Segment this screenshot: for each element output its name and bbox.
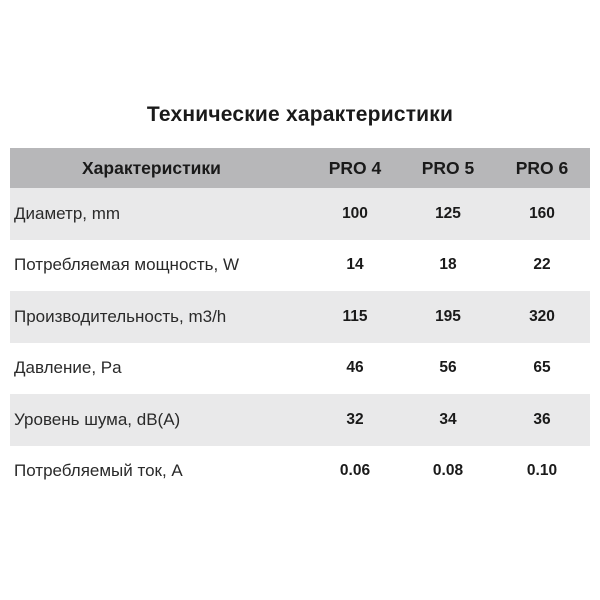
header-model-pro6: PRO 6 bbox=[515, 157, 569, 178]
cell-value: 46 bbox=[346, 359, 364, 377]
row-label: Потребляемый ток, A bbox=[14, 461, 183, 481]
cell-value: 160 bbox=[529, 204, 555, 222]
row-label: Производительность, m3/h bbox=[14, 306, 227, 326]
cell-value: 0.08 bbox=[432, 462, 464, 480]
header-model-pro5: PRO 5 bbox=[421, 157, 475, 178]
row-label: Потребляемая мощность, W bbox=[14, 255, 240, 275]
cell-value: 22 bbox=[533, 256, 551, 274]
table-row bbox=[10, 240, 590, 292]
cell-value: 65 bbox=[533, 359, 551, 377]
row-label: Давление, Pa bbox=[14, 358, 122, 378]
table-header bbox=[10, 148, 590, 188]
cell-value: 34 bbox=[439, 410, 457, 428]
cell-value: 0.10 bbox=[526, 462, 558, 480]
row-label: Уровень шума, dB(A) bbox=[14, 409, 181, 429]
table-row bbox=[10, 343, 590, 395]
cell-value: 0.06 bbox=[339, 462, 371, 480]
cell-value: 195 bbox=[435, 307, 461, 325]
cell-value: 32 bbox=[346, 410, 364, 428]
cell-value: 14 bbox=[346, 256, 364, 274]
table-row bbox=[10, 291, 590, 343]
table-row bbox=[10, 188, 590, 240]
row-label: Диаметр, mm bbox=[14, 203, 121, 223]
cell-value: 125 bbox=[435, 204, 461, 222]
cell-value: 115 bbox=[342, 307, 368, 325]
cell-value: 56 bbox=[439, 359, 457, 377]
table-row bbox=[10, 446, 590, 498]
cell-value: 36 bbox=[533, 410, 551, 428]
spec-table bbox=[10, 148, 590, 497]
cell-value: 320 bbox=[529, 307, 555, 325]
cell-value: 18 bbox=[439, 256, 457, 274]
cell-value: 100 bbox=[342, 204, 368, 222]
table-row bbox=[10, 394, 590, 446]
header-model-pro4: PRO 4 bbox=[328, 157, 382, 178]
page-title: Технические характеристики bbox=[146, 103, 454, 126]
header-label: Характеристики bbox=[82, 157, 221, 178]
